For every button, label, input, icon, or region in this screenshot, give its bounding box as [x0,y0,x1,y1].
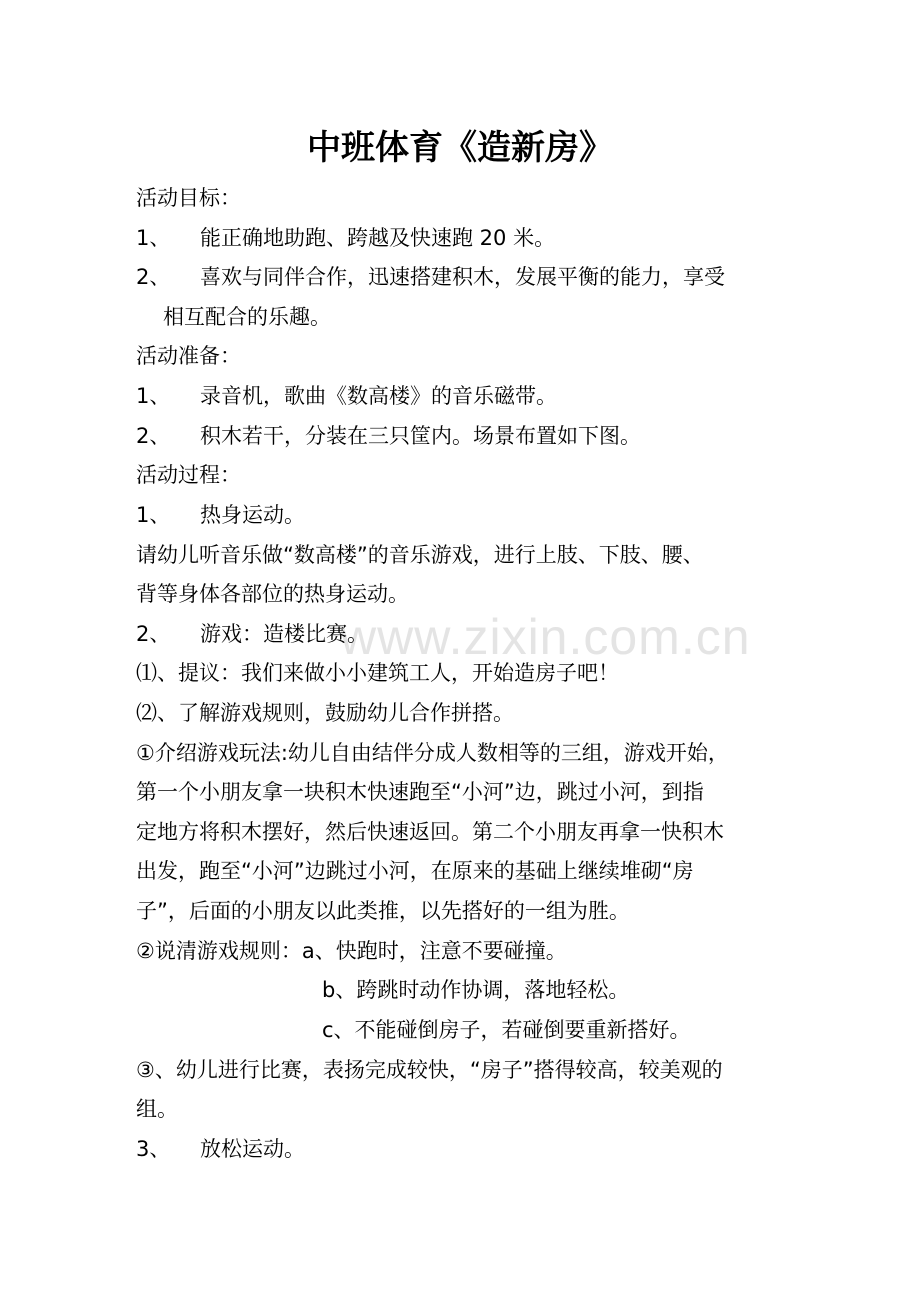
goal-2-continuation: 相互配合的乐趣。 [163,305,331,329]
process-heading: 活动过程： [136,463,241,487]
rules-item-a: ②说清游戏规则：a、快跑时，注意不要碰撞。 [136,939,567,963]
process-2-number: 2、 [136,622,171,646]
process-3-number: 3、 [136,1137,171,1161]
page-title: 中班体育《造新房》 [307,128,613,168]
goal-2-number: 2、 [136,265,171,289]
process-2-text: 游戏：造楼比赛。 [200,622,368,646]
goal-1-number: 1、 [136,226,171,250]
prep-1-number: 1、 [136,384,171,408]
compete-line-2: 组。 [136,1097,178,1121]
process-1-text: 热身运动。 [200,503,305,527]
rule-intro-line-5: 子”，后面的小朋友以此类推，以先搭好的一组为胜。 [136,899,630,923]
goal-1-text: 能正确地助跑、跨越及快速跑 20 米。 [200,226,556,250]
goals-heading: 活动目标： [136,186,241,210]
rule-intro-line-1: ①介绍游戏玩法:幼儿自由结伴分成人数相等的三组，游戏开始， [136,741,729,765]
sub-item-2: ⑵、了解游戏规则，鼓励幼儿合作拼搭。 [136,701,514,725]
watermark: www.zixin.com.cn [340,609,751,665]
prep-heading: 活动准备： [136,344,241,368]
sub-item-1: ⑴、提议：我们来做小小建筑工人，开始造房子吧！ [136,661,619,685]
rules-item-b: b、跨跳时动作协调，落地轻松。 [322,978,630,1002]
prep-1-text: 录音机，歌曲《数高楼》的音乐磁带。 [200,384,557,408]
prep-2-number: 2、 [136,424,171,448]
warmup-line-1: 请幼儿听音乐做“数高楼”的音乐游戏，进行上肢、下肢、腰、 [136,543,704,567]
process-1-number: 1、 [136,503,171,527]
warmup-line-2: 背等身体各部位的热身运动。 [136,582,409,606]
compete-line-1: ③、幼儿进行比赛，表扬完成较快，“房子”搭得较高，较美观的 [136,1058,723,1082]
process-3-text: 放松运动。 [200,1137,305,1161]
rule-intro-line-4: 出发，跑至“小河”边跳过小河，在原来的基础上继续堆砌“房 [136,859,694,883]
rule-intro-line-2: 第一个小朋友拿一块积木快速跑至“小河”边，跳过小河，到指 [136,780,704,804]
goal-2-text: 喜欢与同伴合作，迅速搭建积木，发展平衡的能力，享受 [200,265,725,289]
rules-item-c: c、不能碰倒房子，若碰倒要重新搭好。 [322,1018,691,1042]
rule-intro-line-3: 定地方将积木摆好，然后快速返回。第二个小朋友再拿一快积木 [136,820,724,844]
prep-2-text: 积木若干，分装在三只筐内。场景布置如下图。 [200,424,641,448]
